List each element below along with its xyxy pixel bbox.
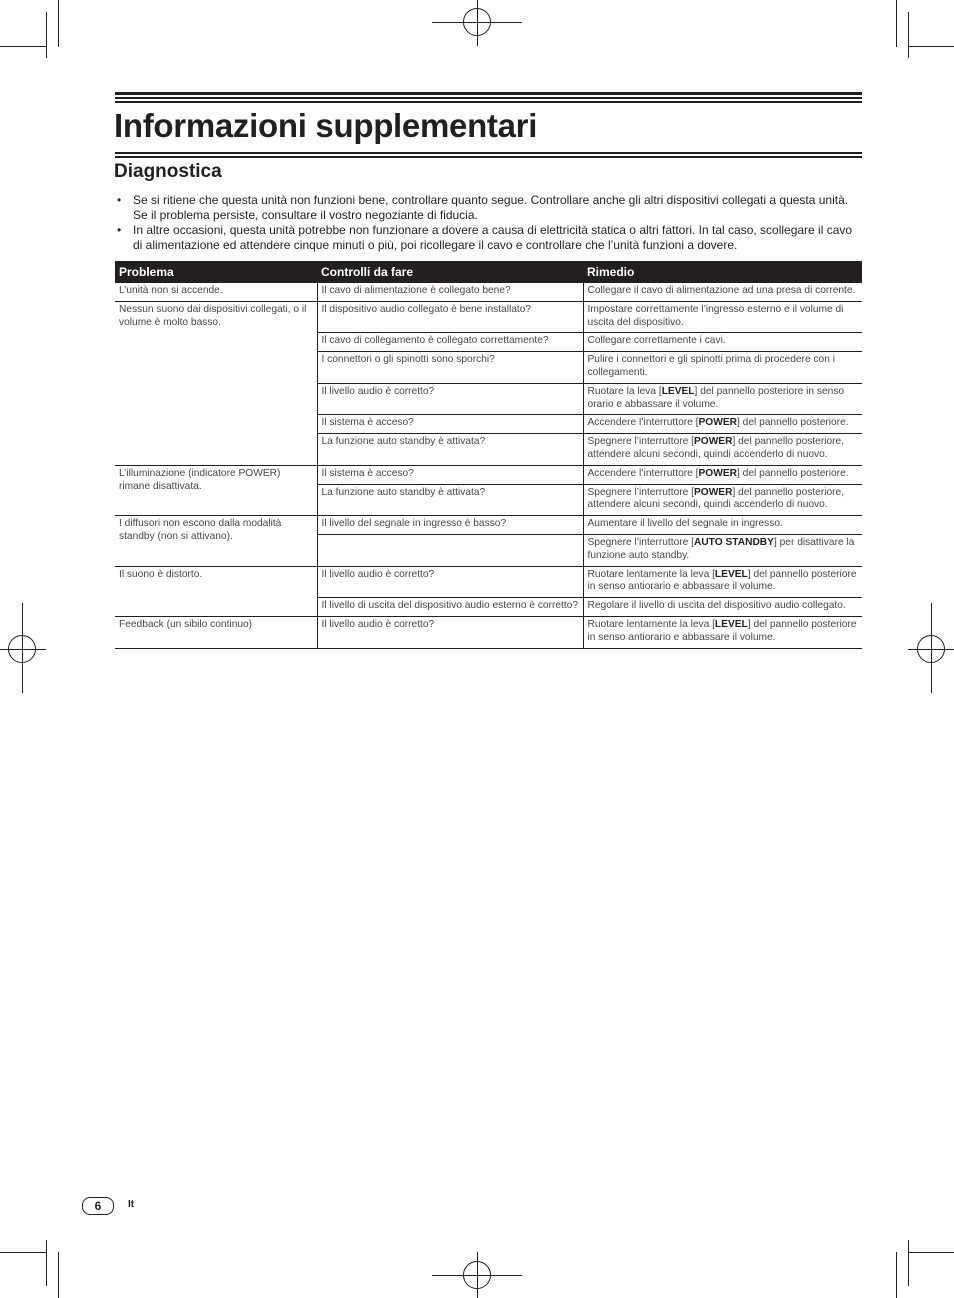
bullet-icon: • [117, 193, 122, 207]
remedy-cell: Spegnere l’interruttore [POWER] del pannello posteriore, attendere alcuni secondi, quindi accenderlo di nuovo. [583, 434, 862, 466]
check-cell: Il livello audio è corretto? [317, 383, 583, 415]
problem-cell: Il suono è distorto. [115, 566, 317, 616]
table-row [115, 516, 862, 535]
control-name: LEVEL [714, 568, 748, 580]
title-rule [115, 152, 862, 160]
intro-text: Se si ritiene che questa unità non funzioni bene, controllare quanto segue. Controllare anche gli altri dispositivi collegati a questa unità. Se il problema persiste, consultare il vostro negoziante di fiducia. [133, 193, 849, 222]
remedy-cell: Collegare correttamente i cavi. [583, 333, 862, 352]
remedy-cell: Accendere l’interruttore [POWER] del pannello posteriore. [583, 415, 862, 434]
intro-item [115, 223, 862, 252]
check-cell: Il cavo di alimentazione è collegato bene? [317, 283, 583, 301]
section-title: Diagnostica [114, 161, 222, 182]
page-number: 6 [82, 1197, 114, 1215]
check-cell: La funzione auto standby è attivata? [317, 434, 583, 466]
problem-cell: L’unità non si accende. [115, 283, 317, 301]
intro-list [115, 193, 862, 253]
check-cell: Il livello audio è corretto? [317, 616, 583, 648]
check-cell: Il sistema è acceso? [317, 465, 583, 484]
problem-cell: Feedback (un sibilo continuo) [115, 616, 317, 648]
remedy-cell: Ruotare lentamente la leva [LEVEL] del pannello posteriore in senso antiorario e abbassare il volume. [583, 616, 862, 648]
intro-item [115, 193, 862, 222]
table-row [115, 566, 862, 598]
control-name: AUTO STANDBY [693, 536, 774, 548]
control-name: LEVEL [714, 618, 748, 630]
remedy-cell: Ruotare lentamente la leva [LEVEL] del pannello posteriore in senso antiorario e abbassare il volume. [583, 566, 862, 598]
problem-cell: L’illuminazione (indicatore POWER) rimane disattivata. [115, 465, 317, 515]
remedy-cell: Impostare correttamente l’ingresso esterno e il volume di uscita del dispositivo. [583, 301, 862, 333]
column-header-checks: Controlli da fare [317, 261, 583, 283]
page-title: Informazioni supplementari [114, 107, 538, 144]
check-cell: Il livello audio è corretto? [317, 566, 583, 598]
remedy-cell: Spegnere l’interruttore [POWER] del pannello posteriore, attendere alcuni secondi, quindi accenderlo di nuovo. [583, 484, 862, 516]
remedy-cell: Regolare il livello di uscita del dispositivo audio collegato. [583, 598, 862, 617]
check-cell: Il livello di uscita del dispositivo audio esterno è corretto? [317, 598, 583, 617]
table-body [115, 283, 862, 648]
control-name: LEVEL [661, 385, 695, 397]
table-header-row [115, 261, 862, 283]
intro-text: In altre occasioni, questa unità potrebbe non funzionare a dovere a causa di elettricità statica o altri fattori. In tal caso, scollegare il cavo di alimentazione ed attendere cinque minuti o più, poi ricollegare il cavo e controllare che l’unità funzioni a dovere. [133, 223, 853, 252]
remedy-cell: Accendere l’interruttore [POWER] del pannello posteriore. [583, 465, 862, 484]
control-name: POWER [693, 486, 733, 498]
check-cell: Il dispositivo audio collegato è bene installato? [317, 301, 583, 333]
remedy-cell: Pulire i connettori e gli spinotti prima di procedere con i collegamenti. [583, 352, 862, 384]
check-cell: La funzione auto standby è attivata? [317, 484, 583, 516]
language-code: It [128, 1199, 135, 1210]
table-row [115, 616, 862, 648]
problem-cell: I diffusori non escono dalla modalità standby (non si attivano). [115, 516, 317, 566]
bullet-icon: • [117, 223, 122, 237]
table-row [115, 301, 862, 333]
column-header-problem: Problema [115, 261, 317, 283]
column-header-remedy: Rimedio [583, 261, 862, 283]
check-cell: Il livello del segnale in ingresso è basso? [317, 516, 583, 535]
control-name: POWER [698, 467, 737, 479]
remedy-cell: Aumentare il livello del segnale in ingresso. [583, 516, 862, 535]
control-name: POWER [698, 417, 737, 429]
remedy-cell: Ruotare la leva [LEVEL] del pannello posteriore in senso orario e abbassare il volume. [583, 383, 862, 415]
check-cell [317, 534, 583, 566]
check-cell: Il sistema è acceso? [317, 415, 583, 434]
diagnostics-table [115, 261, 862, 649]
problem-cell: Nessun suono dai dispositivi collegati, o il volume è molto basso. [115, 301, 317, 465]
check-cell: I connettori o gli spinotti sono sporchi? [317, 352, 583, 384]
remedy-cell: Collegare il cavo di alimentazione ad una presa di corrente. [583, 283, 862, 301]
table-row [115, 465, 862, 484]
table-row [115, 283, 862, 301]
remedy-cell: Spegnere l’interruttore [AUTO STANDBY] per disattivare la funzione auto standby. [583, 534, 862, 566]
control-name: POWER [693, 436, 733, 448]
check-cell: Il cavo di collegamento è collegato correttamente? [317, 333, 583, 352]
